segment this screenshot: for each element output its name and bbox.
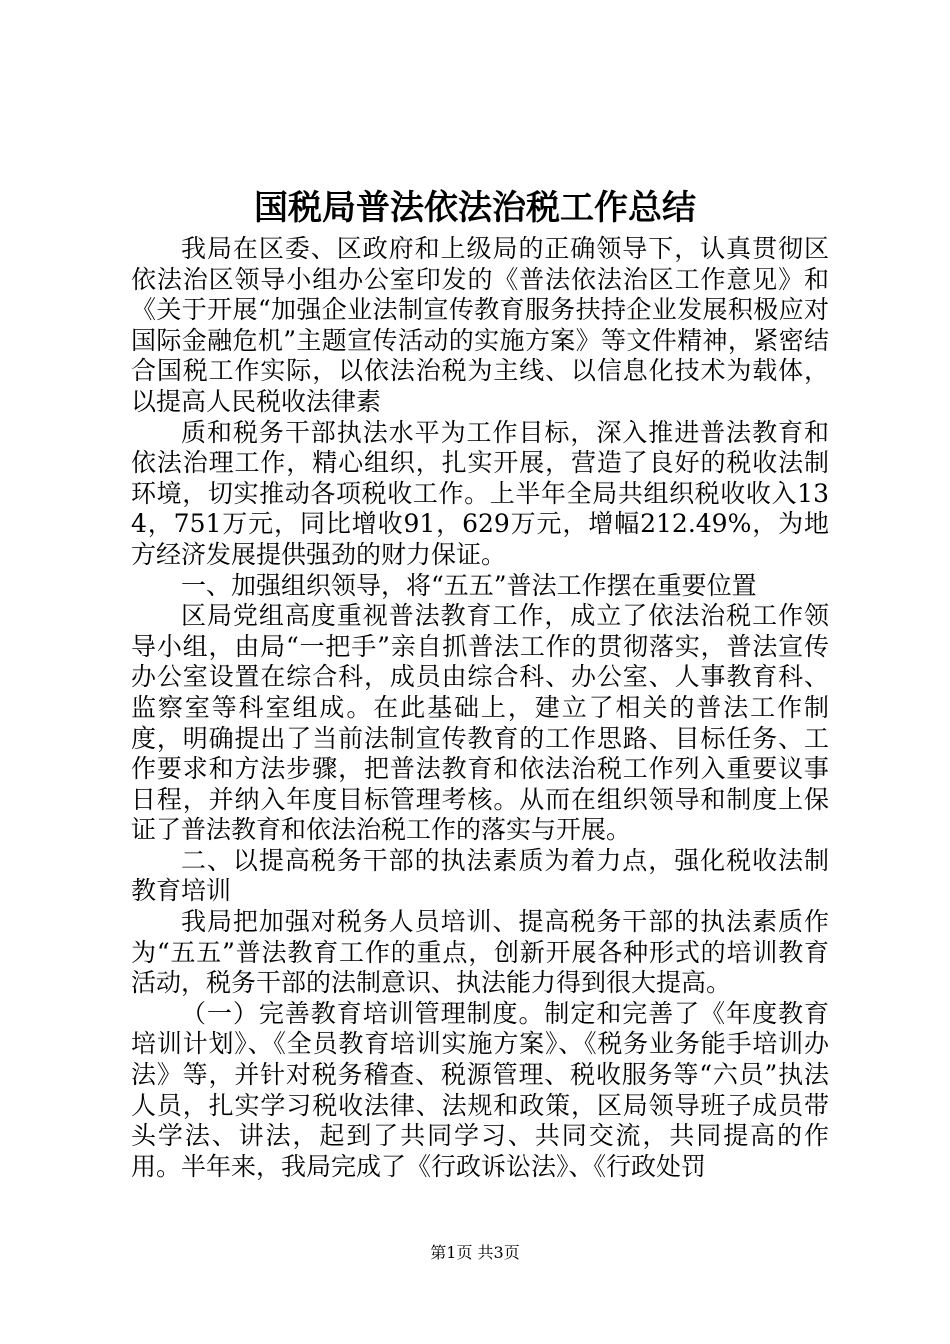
paragraph-section-2: 我局把加强对税务人员培训、提高税务干部的执法素质作为“五五”普法教育工作的重点，创新开展各种形式的培训教育活动，税务干部的法制意识、执法能力得到很大提高。 [131,907,829,998]
section-heading-2: 二、以提高税务干部的执法素质为着力点，强化税收法制教育培训 [131,845,829,906]
paragraph-section-1: 区局党组高度重视普法教育工作，成立了依法治税工作领导小组，由局“一把手”亲自抓普法工作的贯彻落实，普法宣传办公室设置在综合科，成员由综合科、办公室、人事教育科、监察室等科室组成。在此基础上，建立了相关的普法工作制度，明确提出了当前法制宣传教育的工作思路、目标任务、工作要求和方法步骤，把普法教育和依法治税工作列入重要议事日程，并纳入年度目标管理考核。从而在组织领导和制度上保证了普法教育和依法治税工作的落实与开展。 [131,601,829,845]
paragraph-subsection-1: （一）完善教育培训管理制度。制定和完善了《年度教育培训计划》、《全员教育培训实施方案》、《税务业务能手培训办法》等，并针对税务稽查、税源管理、税收服务等“六员”执法人员，扎实学习税收法律、法规和政策，区局领导班子成员带头学法、讲法，起到了共同学习、共同交流，共同提高的作用。半年来，我局完成了《行政诉讼法》、《行政处罚 [131,998,829,1181]
section-heading-1: 一、加强组织领导，将“五五”普法工作摆在重要位置 [181,570,757,600]
paragraph-intro: 我局在区委、区政府和上级局的正确领导下，认真贯彻区依法治区领导小组办公室印发的《普法依法治区工作意见》和《关于开展“加强企业法制宣传教育服务扶持企业发展积极应对国际金融危机”主题宣传活动的实施方案》等文件精神，紧密结合国税工作实际，以依法治税为主线、以信息化技术为载体，以提高人民税收法律素 [131,234,829,416]
document-title: 国税局普法依法治税工作总结 [254,188,696,228]
document-body [131,234,829,1182]
paragraph-intro-continued: 质和税务干部执法水平为工作目标，深入推进普法教育和依法治理工作，精心组织，扎实开展，营造了良好的税收法制环境，切实推动各项税收工作。上半年全局共组织税收收入134，751万元，同比增收91，629万元，增幅212.49%，为地方经济发展提供强劲的财力保证。 [131,417,829,569]
page-number: 第1页 共3页 [430,1243,520,1262]
